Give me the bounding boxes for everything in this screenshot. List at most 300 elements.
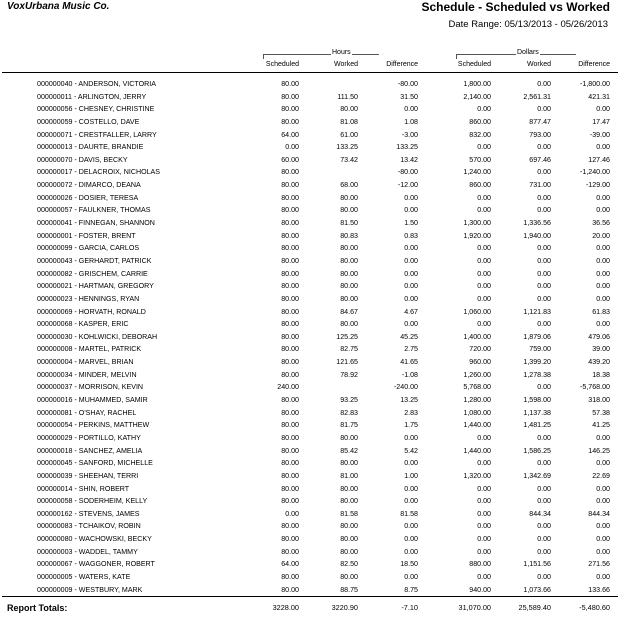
hours-difference: 2.75 — [404, 345, 418, 354]
hours-scheduled: 80.00 — [281, 572, 299, 581]
dollars-worked: 0.00 — [537, 282, 551, 291]
table-row — [0, 230, 624, 243]
hours-worked: 78.92 — [340, 370, 358, 379]
hours-scheduled: 80.00 — [281, 269, 299, 278]
hours-group-label: Hours — [332, 49, 351, 56]
dollars-difference: 0.00 — [596, 193, 610, 202]
hours-scheduled: 80.00 — [281, 421, 299, 430]
hours-scheduled: 80.00 — [281, 168, 299, 177]
hours-worked: 80.00 — [340, 105, 358, 114]
total-dollars-worked: 25,589.40 — [518, 603, 551, 612]
table-row — [0, 394, 624, 407]
dollars-scheduled: 0.00 — [477, 269, 491, 278]
hours-worked: 80.00 — [340, 320, 358, 329]
hours-worked: 61.00 — [340, 130, 358, 139]
hours-scheduled: 80.00 — [281, 206, 299, 215]
table-row — [0, 343, 624, 356]
hours-group-tick — [263, 54, 264, 59]
employee-name: 000000040 - ANDERSON, VICTORIA — [37, 80, 156, 88]
hours-difference: 0.83 — [404, 231, 418, 240]
hours-worked: 133.25 — [336, 143, 358, 152]
dollars-scheduled: 832.00 — [469, 130, 491, 139]
dollars-group-tick — [456, 54, 457, 59]
hours-scheduled: 80.00 — [281, 320, 299, 329]
dollars-difference: 0.00 — [596, 206, 610, 215]
dollars-scheduled: 960.00 — [469, 358, 491, 367]
hours-scheduled: 80.00 — [281, 256, 299, 265]
hours-difference: -80.00 — [397, 80, 418, 88]
dollars-worked: 0.00 — [537, 484, 551, 493]
employee-name: 000000072 - DIMARCO, DEANA — [37, 181, 141, 190]
table-row — [0, 356, 624, 369]
table-row — [0, 103, 624, 116]
hours-scheduled: 64.00 — [281, 130, 299, 139]
table-row — [0, 255, 624, 268]
dollars-worked: 759.00 — [529, 345, 551, 354]
dollars-worked: 697.46 — [529, 155, 551, 164]
hours-worked: 80.00 — [340, 433, 358, 442]
hours-scheduled: 80.00 — [281, 370, 299, 379]
column-header-dollars-scheduled: Scheduled — [457, 61, 491, 68]
dollars-worked: 0.00 — [537, 80, 551, 88]
hours-scheduled: 64.00 — [281, 560, 299, 569]
dollars-worked: 0.00 — [537, 522, 551, 531]
dollars-scheduled: 0.00 — [477, 193, 491, 202]
hours-difference: 0.00 — [404, 459, 418, 468]
hours-scheduled: 80.00 — [281, 294, 299, 303]
dollars-difference: 0.00 — [596, 256, 610, 265]
employee-name: 000000045 - SANFORD, MICHELLE — [37, 459, 153, 468]
dollars-scheduled: 0.00 — [477, 244, 491, 253]
table-row — [0, 166, 624, 179]
hours-worked: 88.75 — [340, 585, 358, 594]
dollars-scheduled: 720.00 — [469, 345, 491, 354]
dollars-scheduled: 1,400.00 — [463, 332, 491, 341]
hours-worked: 81.75 — [340, 421, 358, 430]
dollars-worked: 1,121.83 — [523, 307, 551, 316]
hours-scheduled: 80.00 — [281, 471, 299, 480]
hours-scheduled: 60.00 — [281, 155, 299, 164]
hours-difference: 1.50 — [404, 219, 418, 228]
employee-name: 000000043 - GERHARDT, PATRICK — [37, 256, 152, 265]
employee-name: 000000017 - DELACROIX, NICHOLAS — [37, 168, 161, 177]
dollars-worked: 1,879.06 — [523, 332, 551, 341]
dollars-difference: -39.00 — [589, 130, 610, 139]
dollars-worked: 0.00 — [537, 206, 551, 215]
hours-scheduled: 80.00 — [281, 332, 299, 341]
table-row — [0, 268, 624, 281]
dollars-difference: 0.00 — [596, 294, 610, 303]
table-row — [0, 306, 624, 319]
dollars-worked: 877.47 — [529, 117, 551, 126]
dollars-difference: 36.56 — [592, 219, 610, 228]
hours-worked: 68.00 — [340, 181, 358, 190]
dollars-worked: 0.00 — [537, 294, 551, 303]
hours-difference: 0.00 — [404, 294, 418, 303]
dollars-difference: -1,240.00 — [580, 168, 610, 177]
dollars-scheduled: 1,920.00 — [463, 231, 491, 240]
table-row — [0, 217, 624, 230]
dollars-scheduled: 0.00 — [477, 294, 491, 303]
dollars-worked: 0.00 — [537, 244, 551, 253]
employee-name: 000000081 - O'SHAY, RACHEL — [37, 408, 137, 417]
hours-worked: 81.08 — [340, 117, 358, 126]
table-row — [0, 546, 624, 559]
dollars-scheduled: 0.00 — [477, 320, 491, 329]
hours-worked: 82.75 — [340, 345, 358, 354]
hours-worked: 80.00 — [340, 484, 358, 493]
dollars-scheduled: 0.00 — [477, 572, 491, 581]
hours-worked: 80.00 — [340, 497, 358, 506]
dollars-worked: 0.00 — [537, 383, 551, 392]
hours-scheduled: 0.00 — [285, 509, 299, 518]
dollars-difference: 318.00 — [588, 396, 610, 405]
dollars-worked: 793.00 — [529, 130, 551, 139]
dollars-difference: 421.31 — [588, 92, 610, 101]
dollars-worked: 0.00 — [537, 535, 551, 544]
dollars-scheduled: 0.00 — [477, 459, 491, 468]
dollars-difference: 22.69 — [592, 471, 610, 480]
table-row — [0, 558, 624, 571]
dollars-scheduled: 1,440.00 — [463, 421, 491, 430]
table-row — [0, 381, 624, 394]
hours-scheduled: 80.00 — [281, 459, 299, 468]
table-row — [0, 533, 624, 546]
hours-scheduled: 80.00 — [281, 282, 299, 291]
hours-scheduled: 240.00 — [277, 383, 299, 392]
dollars-worked: 1,399.20 — [523, 358, 551, 367]
hours-scheduled: 80.00 — [281, 117, 299, 126]
employee-name: 000000029 - PORTILLO, KATHY — [37, 433, 141, 442]
column-header-dollars-difference: Difference — [578, 61, 610, 68]
hours-scheduled: 80.00 — [281, 92, 299, 101]
hours-difference: 1.00 — [404, 471, 418, 480]
dollars-scheduled: 0.00 — [477, 256, 491, 265]
hours-scheduled: 80.00 — [281, 408, 299, 417]
employee-name: 000000057 - FAULKNER, THOMAS — [37, 206, 151, 215]
dollars-worked: 0.00 — [537, 143, 551, 152]
dollars-worked: 1,336.56 — [523, 219, 551, 228]
hours-worked: 93.25 — [340, 396, 358, 405]
table-row — [0, 445, 624, 458]
dollars-difference: 0.00 — [596, 282, 610, 291]
table-row — [0, 470, 624, 483]
dollars-scheduled: 0.00 — [477, 484, 491, 493]
dollars-difference: 146.25 — [588, 446, 610, 455]
dollars-scheduled: 2,140.00 — [463, 92, 491, 101]
hours-scheduled: 80.00 — [281, 345, 299, 354]
table-row — [0, 318, 624, 331]
dollars-difference: 479.06 — [588, 332, 610, 341]
total-dollars-difference: -5,480.60 — [579, 603, 610, 612]
dollars-scheduled: 1,800.00 — [463, 80, 491, 88]
table-row — [0, 129, 624, 142]
dollars-difference: 0.00 — [596, 535, 610, 544]
hours-difference: 133.25 — [396, 143, 418, 152]
dollars-difference: 271.56 — [588, 560, 610, 569]
hours-scheduled: 0.00 — [285, 143, 299, 152]
dollars-difference: 0.00 — [596, 484, 610, 493]
dollars-worked: 1,481.25 — [523, 421, 551, 430]
hours-scheduled: 80.00 — [281, 193, 299, 202]
dollars-difference: 39.00 — [592, 345, 610, 354]
dollars-difference: 41.25 — [592, 421, 610, 430]
employee-name: 000000068 - KASPER, ERIC — [37, 320, 129, 329]
hours-scheduled: 80.00 — [281, 522, 299, 531]
table-row — [0, 280, 624, 293]
table-row — [0, 293, 624, 306]
dollars-scheduled: 0.00 — [477, 497, 491, 506]
hours-worked: 125.25 — [336, 332, 358, 341]
table-row — [0, 571, 624, 584]
employee-name: 000000083 - TCHAIKOV, ROBIN — [37, 522, 141, 531]
hours-worked: 82.50 — [340, 560, 358, 569]
employee-name: 000000018 - SANCHEZ, AMELIA — [37, 446, 143, 455]
hours-worked: 80.00 — [340, 572, 358, 581]
dollars-worked: 0.00 — [537, 433, 551, 442]
dollars-difference: 0.00 — [596, 572, 610, 581]
dollars-worked: 1,137.38 — [523, 408, 551, 417]
employee-name: 000000082 - GRISCHEM, CARRIE — [37, 269, 148, 278]
dollars-difference: 0.00 — [596, 433, 610, 442]
table-row — [0, 483, 624, 496]
hours-difference: 0.00 — [404, 193, 418, 202]
employee-name: 000000162 - STEVENS, JAMES — [37, 509, 140, 518]
dollars-difference: 0.00 — [596, 459, 610, 468]
hours-difference: -1.08 — [401, 370, 418, 379]
table-row — [0, 520, 624, 533]
hours-worked: 80.00 — [340, 522, 358, 531]
table-row — [0, 242, 624, 255]
dollars-difference: -1,800.00 — [580, 80, 610, 88]
table-row — [0, 457, 624, 470]
dollars-worked: 0.00 — [537, 572, 551, 581]
dollars-scheduled: 0.00 — [477, 282, 491, 291]
employee-name: 000000004 - MARVEL, BRIAN — [37, 358, 134, 367]
dollars-worked: 2,561.31 — [523, 92, 551, 101]
dollars-group-header — [456, 50, 576, 61]
hours-difference: -240.00 — [393, 383, 418, 392]
hours-scheduled: 80.00 — [281, 244, 299, 253]
hours-group-header — [263, 50, 379, 61]
hours-scheduled: 80.00 — [281, 219, 299, 228]
hours-scheduled: 80.00 — [281, 80, 299, 88]
hours-scheduled: 80.00 — [281, 547, 299, 556]
report-totals-label: Report Totals: — [7, 603, 68, 613]
hours-scheduled: 80.00 — [281, 433, 299, 442]
hours-worked: 80.00 — [340, 193, 358, 202]
dollars-scheduled: 1,240.00 — [463, 168, 491, 177]
dollars-worked: 0.00 — [537, 256, 551, 265]
dollars-scheduled: 1,320.00 — [463, 471, 491, 480]
dollars-worked: 0.00 — [537, 547, 551, 556]
hours-scheduled: 80.00 — [281, 535, 299, 544]
dollars-scheduled: 0.00 — [477, 522, 491, 531]
hours-scheduled: 80.00 — [281, 484, 299, 493]
dollars-worked: 1,073.66 — [523, 585, 551, 594]
hours-difference: 0.00 — [404, 522, 418, 531]
column-header-hours-difference: Difference — [386, 61, 418, 68]
employee-name: 000000014 - SHIN, ROBERT — [37, 484, 130, 493]
dollars-scheduled: 0.00 — [477, 547, 491, 556]
hours-difference: 5.42 — [404, 446, 418, 455]
dollars-worked: 1,940.00 — [523, 231, 551, 240]
dollars-scheduled: 880.00 — [469, 560, 491, 569]
total-hours-worked: 3220.90 — [331, 603, 358, 612]
dollars-scheduled: 940.00 — [469, 585, 491, 594]
report-title: Schedule - Scheduled vs Worked — [421, 0, 610, 14]
dollars-scheduled: 1,280.00 — [463, 396, 491, 405]
hours-worked: 80.83 — [340, 231, 358, 240]
employee-name: 000000005 - WATERS, KATE — [37, 572, 131, 581]
dollars-difference: 0.00 — [596, 497, 610, 506]
hours-difference: 18.50 — [400, 560, 418, 569]
table-row — [0, 192, 624, 205]
dollars-difference: 0.00 — [596, 105, 610, 114]
hours-difference: 0.00 — [404, 320, 418, 329]
dollars-worked: 1,598.00 — [523, 396, 551, 405]
date-range: Date Range: 05/13/2013 - 05/26/2013 — [448, 19, 608, 30]
hours-worked: 82.83 — [340, 408, 358, 417]
hours-worked: 80.00 — [340, 547, 358, 556]
table-row — [0, 369, 624, 382]
dollars-difference: 127.46 — [588, 155, 610, 164]
employee-name: 000000099 - GARCIA, CARLOS — [37, 244, 140, 253]
hours-scheduled: 80.00 — [281, 358, 299, 367]
table-row — [0, 495, 624, 508]
dollars-difference: 439.20 — [588, 358, 610, 367]
hours-difference: 81.58 — [400, 509, 418, 518]
total-hours-difference: -7.10 — [401, 603, 418, 612]
hours-worked: 81.50 — [340, 219, 358, 228]
hours-difference: 2.83 — [404, 408, 418, 417]
table-row — [0, 179, 624, 192]
dollars-group-label: Dollars — [517, 49, 539, 56]
total-dollars-scheduled: 31,070.00 — [458, 603, 491, 612]
employee-name: 000000030 - KOHLWICKI, DEBORAH — [37, 332, 158, 341]
hours-difference: 1.75 — [404, 421, 418, 430]
total-hours-scheduled: 3228.00 — [272, 603, 299, 612]
hours-scheduled: 80.00 — [281, 446, 299, 455]
dollars-scheduled: 1,260.00 — [463, 370, 491, 379]
hours-worked: 121.65 — [336, 358, 358, 367]
employee-name: 000000080 - WACHOWSKI, BECKY — [37, 535, 152, 544]
hours-difference: -3.00 — [401, 130, 418, 139]
dollars-worked: 0.00 — [537, 168, 551, 177]
hours-difference: 13.25 — [400, 396, 418, 405]
dollars-difference: 0.00 — [596, 244, 610, 253]
dollars-scheduled: 860.00 — [469, 117, 491, 126]
table-row — [0, 91, 624, 104]
dollars-scheduled: 1,080.00 — [463, 408, 491, 417]
employee-name: 000000070 - DAVIS, BECKY — [37, 155, 128, 164]
dollars-difference: -129.00 — [585, 181, 610, 190]
employee-name: 000000021 - HARTMAN, GREGORY — [37, 282, 154, 291]
employee-name: 000000069 - HORVATH, RONALD — [37, 307, 146, 316]
header-rule — [2, 72, 618, 73]
hours-difference: -12.00 — [397, 181, 418, 190]
employee-name: 000000009 - WESTBURY, MARK — [37, 585, 143, 594]
dollars-difference: -5,768.00 — [580, 383, 610, 392]
dollars-difference: 0.00 — [596, 522, 610, 531]
hours-difference: 0.00 — [404, 105, 418, 114]
hours-worked: 80.00 — [340, 535, 358, 544]
hours-difference: 4.67 — [404, 307, 418, 316]
table-row — [0, 419, 624, 432]
hours-group-line — [263, 54, 379, 55]
hours-worked: 73.42 — [340, 155, 358, 164]
hours-difference: 0.00 — [404, 244, 418, 253]
dollars-difference: 133.66 — [588, 585, 610, 594]
dollars-scheduled: 1,440.00 — [463, 446, 491, 455]
hours-worked: 80.00 — [340, 294, 358, 303]
dollars-difference: 57.38 — [592, 408, 610, 417]
dollars-difference: 17.47 — [592, 117, 610, 126]
dollars-scheduled: 0.00 — [477, 433, 491, 442]
hours-difference: 0.00 — [404, 269, 418, 278]
employee-name: 000000003 - WADDEL, TAMMY — [37, 547, 138, 556]
hours-difference: 31.50 — [400, 92, 418, 101]
hours-difference: 13.42 — [400, 155, 418, 164]
employee-name: 000000001 - FOSTER, BRENT — [37, 231, 136, 240]
column-header-dollars-worked: Worked — [527, 61, 551, 68]
table-row — [0, 432, 624, 445]
company-name: VoxUrbana Music Co. — [7, 1, 110, 12]
hours-difference: 0.00 — [404, 535, 418, 544]
hours-worked: 80.00 — [340, 459, 358, 468]
hours-worked: 80.00 — [340, 282, 358, 291]
employee-name: 000000041 - FINNEGAN, SHANNON — [37, 219, 155, 228]
hours-worked: 80.00 — [340, 206, 358, 215]
dollars-scheduled: 1,060.00 — [463, 307, 491, 316]
dollars-difference: 61.83 — [592, 307, 610, 316]
hours-difference: 1.08 — [404, 117, 418, 126]
hours-worked: 80.00 — [340, 244, 358, 253]
employee-name: 000000056 - CHESNEY, CHRISTINE — [37, 105, 155, 114]
hours-difference: 41.65 — [400, 358, 418, 367]
table-row — [0, 141, 624, 154]
table-row — [0, 204, 624, 217]
hours-scheduled: 80.00 — [281, 585, 299, 594]
dollars-scheduled: 5,768.00 — [463, 383, 491, 392]
employee-name: 000000067 - WAGGONER, ROBERT — [37, 560, 155, 569]
hours-difference: 8.75 — [404, 585, 418, 594]
dollars-scheduled: 1,300.00 — [463, 219, 491, 228]
table-row — [0, 508, 624, 521]
hours-scheduled: 80.00 — [281, 396, 299, 405]
employee-name: 000000011 - ARLINGTON, JERRY — [37, 92, 147, 101]
dollars-difference: 0.00 — [596, 269, 610, 278]
employee-name: 000000008 - MARTEL, PATRICK — [37, 345, 142, 354]
dollars-worked: 0.00 — [537, 269, 551, 278]
hours-difference: 0.00 — [404, 484, 418, 493]
hours-difference: 45.25 — [400, 332, 418, 341]
employee-name: 000000039 - SHEEHAN, TERRI — [37, 471, 139, 480]
hours-scheduled: 80.00 — [281, 231, 299, 240]
dollars-difference: 0.00 — [596, 143, 610, 152]
employee-name: 000000034 - MINDER, MELVIN — [37, 370, 137, 379]
dollars-worked: 0.00 — [537, 193, 551, 202]
hours-difference: -80.00 — [397, 168, 418, 177]
dollars-worked: 0.00 — [537, 497, 551, 506]
column-header-hours-worked: Worked — [334, 61, 358, 68]
hours-worked: 85.42 — [340, 446, 358, 455]
employee-name: 000000016 - MUHAMMED, SAMIR — [37, 396, 148, 405]
hours-worked: 81.58 — [340, 509, 358, 518]
dollars-worked: 844.34 — [529, 509, 551, 518]
hours-difference: 0.00 — [404, 572, 418, 581]
employee-name: 000000058 - SODERHEIM, KELLY — [37, 497, 148, 506]
